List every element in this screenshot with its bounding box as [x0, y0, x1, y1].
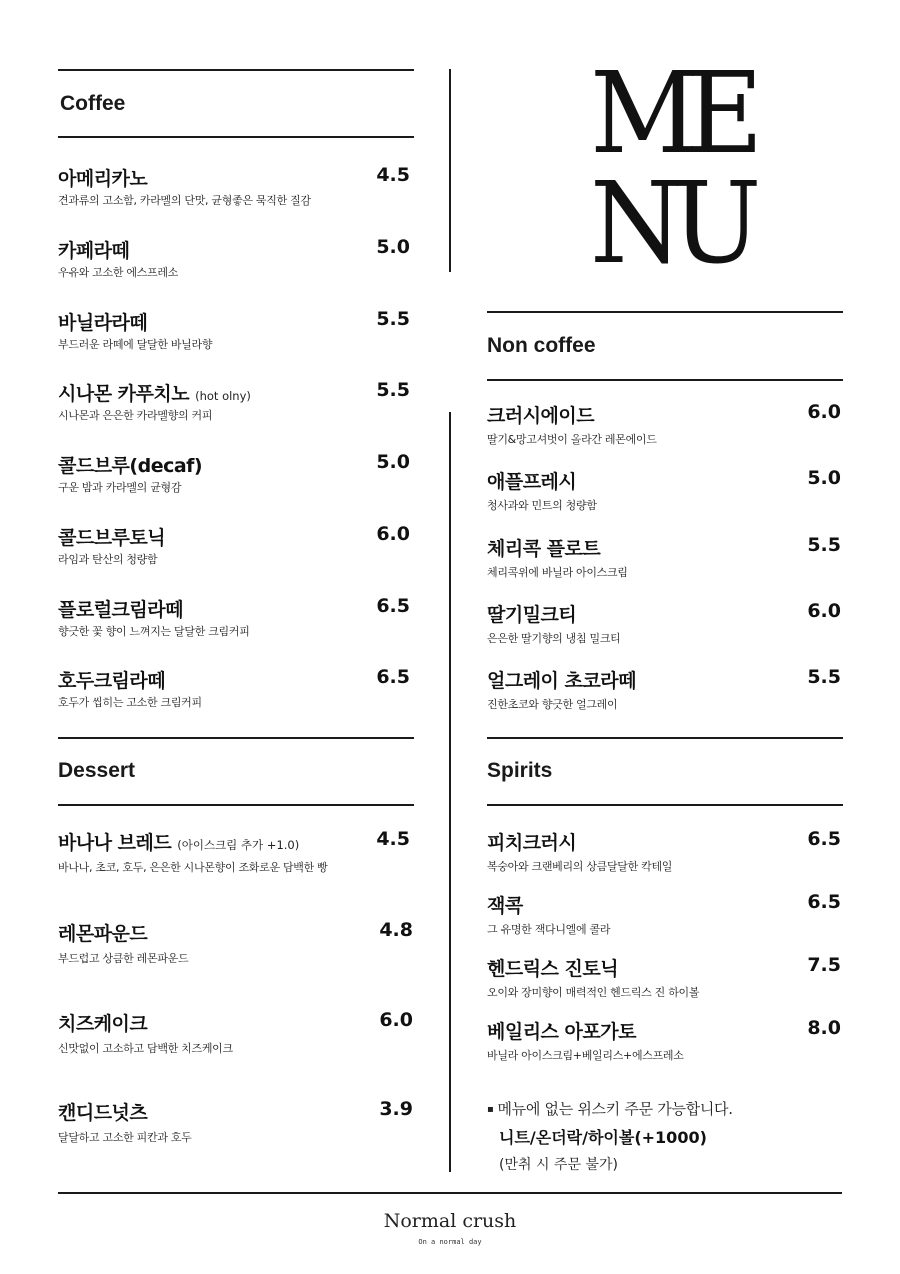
whisky-note-line-1: [487, 1098, 817, 1119]
whisky-note-line-2: 니트/온더락/하이볼(+1000): [499, 1128, 707, 1147]
menu-item: [487, 891, 844, 941]
item-name-text: 플로럴크림라떼: [58, 599, 183, 621]
item-name: [58, 828, 299, 855]
item-price: 4.5: [376, 164, 410, 186]
column-divider-lower: [449, 412, 451, 1172]
menu-item: [487, 534, 844, 584]
item-name: [58, 919, 147, 946]
dessert-top-rule: [58, 737, 414, 739]
item-name: [58, 164, 147, 191]
item-name: [58, 308, 147, 335]
item-price: 7.5: [807, 954, 841, 976]
footer-rule: [58, 1192, 842, 1194]
spirits-top-rule: [487, 737, 843, 739]
item-name-text: 콜드브루(decaf): [58, 455, 203, 477]
item-name-text: 베일리스 아포가토: [487, 1021, 636, 1043]
item-price: 5.5: [376, 379, 410, 401]
whisky-notes: [487, 1098, 817, 1174]
item-name: [487, 1017, 636, 1044]
menu-item: [58, 379, 410, 429]
item-description: 진한초코와 향긋한 얼그레이: [487, 698, 618, 711]
item-name: [58, 379, 251, 406]
menu-item: [58, 308, 410, 358]
item-name-text: 바나나 브레드: [58, 832, 172, 854]
item-price: 5.5: [807, 666, 841, 688]
item-description: 신맛없이 고소하고 담백한 치즈케이크: [58, 1042, 233, 1055]
item-name-text: 캔디드넛츠: [58, 1102, 148, 1124]
item-name: [58, 451, 202, 478]
menu-item: [487, 600, 844, 650]
item-name: [58, 523, 165, 550]
menu-item: [58, 919, 413, 969]
menu-item: [58, 828, 413, 878]
item-description: 오이와 장미향이 매력적인 헨드릭스 진 하이볼: [487, 986, 700, 999]
item-price: 6.0: [807, 600, 841, 622]
item-description: 복숭아와 크랜베리의 상큼달달한 칵테일: [487, 860, 673, 873]
item-description: 그 유명한 잭다니엘에 콜라: [487, 923, 611, 936]
item-name-text: 헨드릭스 진토닉: [487, 958, 619, 980]
item-description: 구운 밤과 카라멜의 균형감: [58, 481, 182, 494]
item-description: 은은한 딸기향의 냉침 밀크티: [487, 632, 621, 645]
dessert-bottom-rule: [58, 804, 414, 806]
item-name-text: 아메리카노: [58, 168, 148, 190]
item-price: 5.5: [376, 308, 410, 330]
menu-item: [58, 1009, 413, 1059]
item-price: 6.0: [807, 401, 841, 423]
item-note: (아이스크림 추가 +1.0): [177, 838, 300, 852]
item-name-text: 치즈케이크: [58, 1013, 148, 1035]
item-description: 달달하고 고소한 피칸과 호두: [58, 1131, 192, 1144]
item-description: 라임과 탄산의 청량함: [58, 553, 158, 566]
item-price: 3.9: [379, 1098, 413, 1120]
item-name-text: 딸기밀크티: [487, 604, 577, 626]
item-name: [487, 666, 636, 693]
menu-item: [58, 595, 410, 645]
item-price: 8.0: [807, 1017, 841, 1039]
item-price: 5.0: [807, 467, 841, 489]
menu-item: [487, 467, 844, 517]
item-description: 바나나, 초코, 호두, 은은한 시나몬향이 조화로운 담백한 빵: [58, 861, 328, 874]
item-name: [58, 595, 183, 622]
menu-title: [520, 49, 820, 289]
menu-item: [487, 1017, 844, 1067]
item-price: 6.5: [376, 666, 410, 688]
item-note: (hot olny): [195, 389, 251, 403]
item-name-text: 콜드브루토닉: [58, 527, 166, 549]
item-description: 견과류의 고소함, 카라멜의 단맛, 균형좋은 묵직한 질감: [58, 194, 311, 207]
menu-item: [58, 666, 410, 716]
menu-item: [58, 236, 410, 286]
spirits-heading: Spirits: [487, 759, 553, 782]
item-name-text: 체리콕 플로트: [487, 538, 601, 560]
item-name: [487, 401, 594, 428]
coffee-bottom-rule: [58, 136, 414, 138]
menu-title-line-2: NU: [590, 159, 750, 289]
item-name: [58, 1009, 147, 1036]
menu-item: [487, 401, 844, 451]
item-description: 우유와 고소한 에스프레소: [58, 266, 178, 279]
menu-item: [58, 164, 410, 214]
item-name: [487, 600, 576, 627]
menu-item: [58, 523, 410, 573]
item-name: [487, 467, 576, 494]
item-price: 4.5: [376, 828, 410, 850]
item-name-text: 애플프레시: [487, 471, 577, 493]
item-description: 바닐라 아이스크림+베일리스+에스프레소: [487, 1049, 684, 1062]
coffee-top-rule: [58, 69, 414, 71]
item-description: 부드럽고 상큼한 레몬파운드: [58, 952, 189, 965]
spirits-bottom-rule: [487, 804, 843, 806]
whisky-note-line-3: (만취 시 주문 불가): [499, 1157, 618, 1173]
item-price: 4.8: [379, 919, 413, 941]
noncoffee-heading: Non coffee: [487, 334, 596, 357]
item-price: 6.5: [807, 891, 841, 913]
item-description: 향긋한 꽃 향이 느껴지는 달달한 크림커피: [58, 625, 250, 638]
item-description: 호두가 씹히는 고소한 크림커피: [58, 696, 202, 709]
item-name: [487, 954, 618, 981]
noncoffee-top-rule: [487, 311, 843, 313]
item-name: [58, 666, 165, 693]
item-price: 5.5: [807, 534, 841, 556]
menu-title-line-1: ME: [589, 49, 751, 179]
column-divider-upper: [449, 69, 451, 272]
item-name-text: 카페라떼: [58, 240, 130, 262]
item-price: 5.0: [376, 451, 410, 473]
item-name-text: 얼그레이 초코라떼: [487, 670, 636, 692]
item-description: 체리콕위에 바닐라 아이스크림: [487, 566, 628, 579]
brand-name: Normal crush: [383, 1210, 517, 1232]
item-name: [487, 828, 576, 855]
item-name-text: 크러시에이드: [487, 405, 595, 427]
menu-item: [487, 666, 844, 716]
menu-item: [487, 828, 844, 878]
item-name-text: 바닐라라떼: [58, 312, 148, 334]
item-price: 6.5: [376, 595, 410, 617]
item-price: 6.0: [376, 523, 410, 545]
item-description: 부드러운 라떼에 달달한 바닐라향: [58, 338, 213, 351]
coffee-heading: Coffee: [60, 92, 126, 115]
item-description: 딸기&망고셔벗이 올라간 레몬에이드: [487, 433, 657, 446]
item-name: [487, 891, 523, 918]
whisky-note-text: 메뉴에 없는 위스키 주문 가능합니다.: [497, 1100, 733, 1118]
menu-item: [487, 954, 844, 1004]
item-name: [58, 1098, 147, 1125]
item-price: 6.0: [379, 1009, 413, 1031]
item-price: 5.0: [376, 236, 410, 258]
item-name-text: 잭콕: [487, 895, 523, 917]
noncoffee-bottom-rule: [487, 379, 843, 381]
item-name-text: 호두크림라떼: [58, 670, 166, 692]
dessert-heading: Dessert: [58, 759, 136, 782]
item-description: 시나몬과 은은한 카라멜향의 커피: [58, 409, 213, 422]
item-name-text: 피치크러시: [487, 832, 577, 854]
item-name-text: 레몬파운드: [58, 923, 148, 945]
item-name: [58, 236, 129, 263]
menu-item: [58, 1098, 413, 1148]
item-description: 청사과와 민트의 청량함: [487, 499, 597, 512]
item-name: [487, 534, 600, 561]
brand-tagline: On a normal day: [418, 1238, 482, 1246]
item-price: 6.5: [807, 828, 841, 850]
bullet-icon: ▪: [487, 1104, 494, 1115]
item-name-text: 시나몬 카푸치노: [58, 383, 190, 405]
menu-item: [58, 451, 410, 501]
